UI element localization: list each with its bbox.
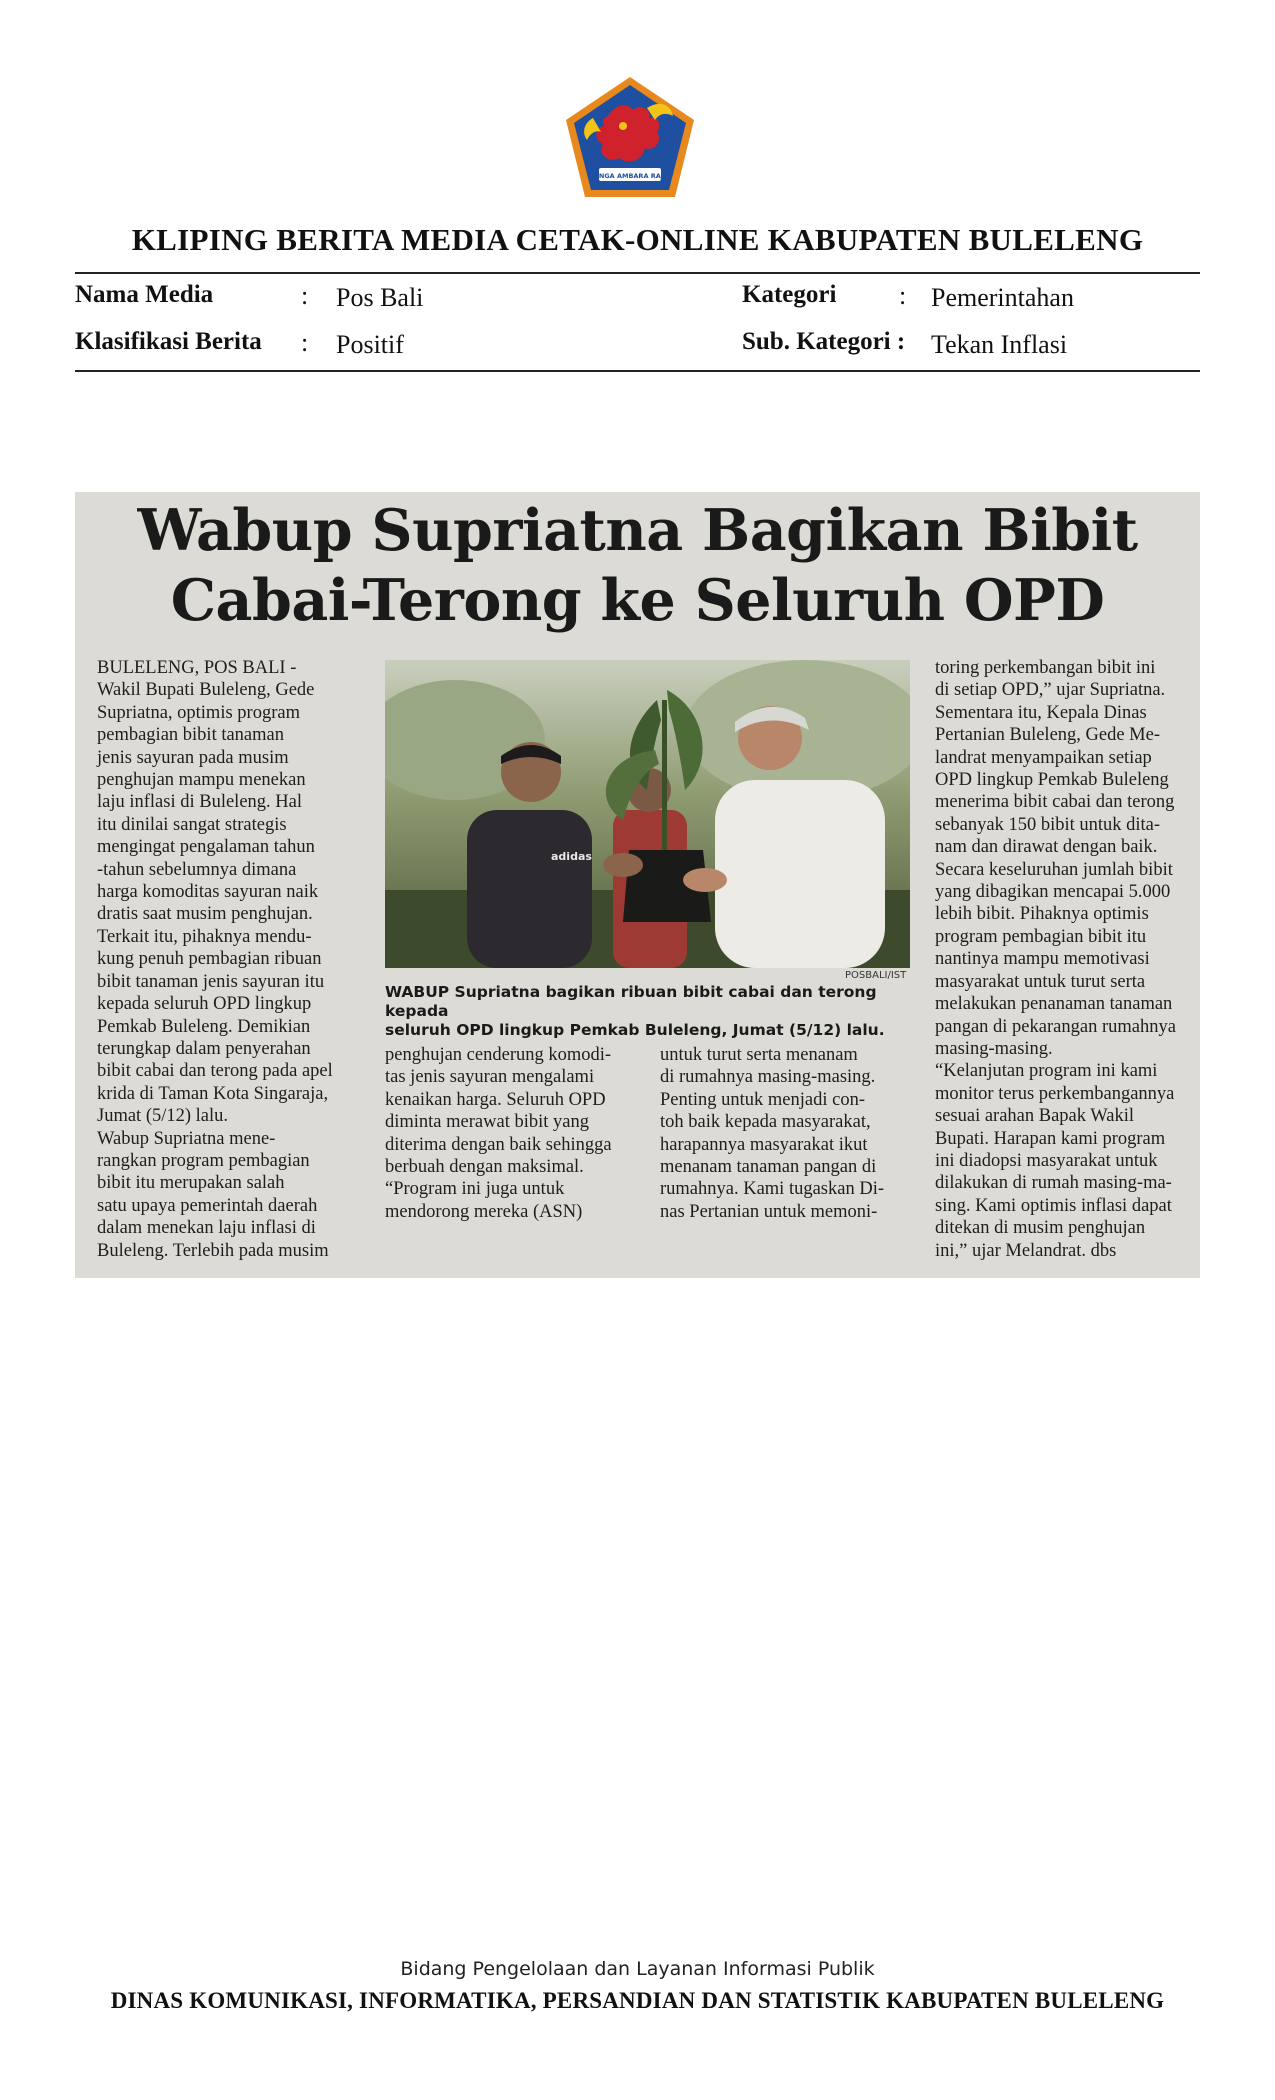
kategori-colon: : xyxy=(899,281,907,310)
klasifikasi-label: Klasifikasi Berita xyxy=(75,328,262,355)
logo-motto: SINGA AMBARA RAJA xyxy=(591,172,669,180)
footer-agency: DINAS KOMUNIKASI, INFORMATIKA, PERSANDIAN DAN STATISTIK KABUPATEN BULELENG xyxy=(110,1988,1165,2013)
media-colon: : xyxy=(301,281,309,310)
media-label: Nama Media xyxy=(75,281,214,308)
document-title: KLIPING BERITA MEDIA CETAK-ONLINE KABUPATEN BULELENG xyxy=(131,222,1144,257)
shirt-logo: adidas xyxy=(551,850,592,863)
newspaper-clipping xyxy=(75,492,1200,1278)
article-photo xyxy=(385,660,910,968)
kategori-value: Pemerintahan xyxy=(931,283,1074,312)
article-headline xyxy=(75,496,1200,636)
article-column-2: penghujan cenderung komodi- tas jenis sayuran mengalami kenaikan harga. Seluruh OPD diminta merawat bibit yang diterima dengan baik sehingga berbuah dengan maksimal. “Program ini juga untuk mendorong mereka (ASN) xyxy=(385,1045,612,1222)
media-value: Pos Bali xyxy=(336,283,424,312)
photo-credit: POSBALI/IST xyxy=(845,970,907,981)
headline-line-2: Cabai-Terong ke Seluruh OPD xyxy=(170,567,1105,634)
headline-line-1: Wabup Supriatna Bagikan Bibit xyxy=(137,497,1138,564)
subkategori-label: Sub. Kategori : xyxy=(742,328,906,355)
article-column-3: untuk turut serta menanam di rumahnya masing-masing. Penting untuk menjadi con- toh baik kepada masyarakat, harapannya masyarakat ikut menanam tanaman pangan di rumahnya. Kami tugaskan Di- nas Pertanian untuk memoni- xyxy=(660,1045,884,1222)
kategori-label: Kategori xyxy=(742,281,837,308)
klasifikasi-value: Positif xyxy=(336,330,404,359)
subkategori-value: Tekan Inflasi xyxy=(931,330,1068,359)
article-column-1: BULELENG, POS BALI - Wakil Bupati Buleleng, Gede Supriatna, optimis program pembagian bibit tanaman jenis sayuran pada musim penghujan mampu menekan laju inflasi di Buleleng. Hal itu dinilai sangat strategis mengingat pengalaman tahun -tahun sebelumnya dimana harga komoditas sayuran naik dratis saat musim penghujan. Terkait itu, pihaknya mendu- kung penuh pembagian ribuan bibit tanaman jenis sayuran itu kepada seluruh OPD lingkup Pemkab Buleleng. Demikian terungkap dalam penyerahan bibit cabai dan terong pada apel krida di Taman Kota Singaraja, Jumat (5/12) lalu. Wabup Supriatna mene- rangkan program pembagian bibit itu merupakan salah satu upaya pemerintah daerah dalam menekan laju inflasi di Buleleng. Terlebih pada musim xyxy=(97,658,333,1261)
footer-department: Bidang Pengelolaan dan Layanan Informasi Publik xyxy=(400,1958,875,1980)
buleleng-logo xyxy=(563,74,697,200)
klasifikasi-colon: : xyxy=(301,328,309,357)
top-divider xyxy=(75,272,1200,274)
bottom-divider xyxy=(75,370,1200,372)
photo-caption: WABUP Supriatna bagikan ribuan bibit cabai dan terong kepada seluruh OPD lingkup Pemkab Buleleng, Jumat (5/12) lalu. xyxy=(385,983,885,1039)
article-column-4: toring perkembangan bibit ini di setiap OPD,” ujar Supriatna. Sementara itu, Kepala Dinas Pertanian Buleleng, Gede Me- landrat menyampaikan setiap OPD lingkup Pemkab Buleleng menerima bibit cabai dan terong sebanyak 150 bibit untuk dita- nam dan dirawat dengan baik. Secara keseluruhan jumlah bibit yang dibagikan mencapai 5.000 lebih bibit. Pihaknya optimis program pembagian bibit itu nantinya mampu memotivasi masyarakat untuk turut serta melakukan penanaman tanaman pangan di pekarangan rumahnya masing-masing. “Kelanjutan program ini kami monitor terus perkembangannya sesuai arahan Bapak Wakil Bupati. Harapan kami program ini diadopsi masyarakat untuk dilakukan di rumah masing-ma- sing. Kami optimis inflasi dapat ditekan di musim penghujan ini,” ujar Melandrat. dbs xyxy=(935,658,1176,1261)
photo-illustration xyxy=(385,660,910,968)
